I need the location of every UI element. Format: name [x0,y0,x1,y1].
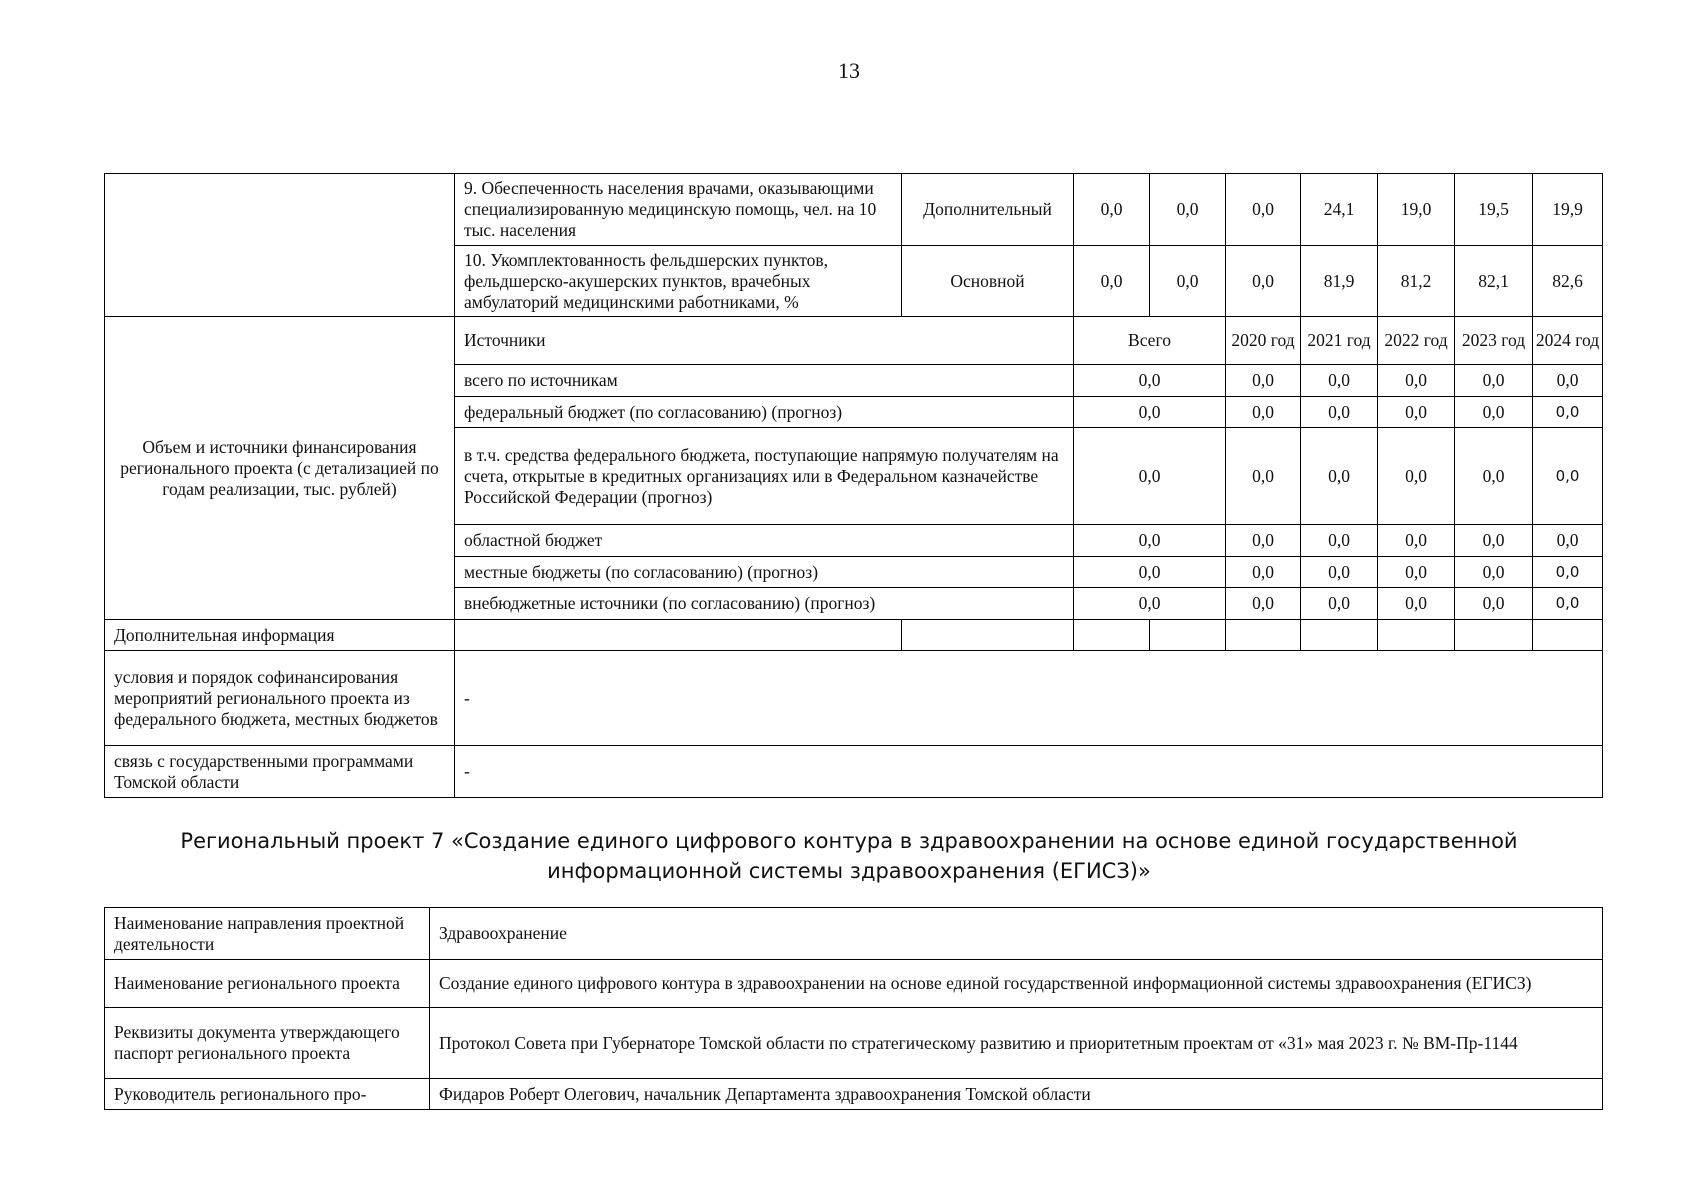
empty-label-cell [105,174,455,317]
financing-source: внебюджетные источники (по согласованию) (прогноз) [455,588,1074,620]
passport-value: Фидаров Роберт Олегович, начальник Департамента здравоохранения Томской области [430,1079,1603,1110]
financing-value: 0,0 [1301,365,1378,397]
indicator-value: 81,9 [1301,246,1378,317]
project-indicators-financing-table [104,173,1603,798]
financing-value: 0,0 [1455,397,1533,428]
year-header: 2023 год [1455,317,1533,365]
financing-total: 0,0 [1074,588,1226,620]
financing-value: 0,0 [1378,428,1455,525]
financing-value: 0,0 [1533,588,1603,620]
section-title-line: Региональный проект 7 «Создание единого цифрового контура в здравоохранении на основе единой государственной [180,829,1518,853]
indicator-value: 0,0 [1074,246,1150,317]
programs-value: - [455,746,1603,798]
financing-value: 0,0 [1533,428,1603,525]
indicator-name: 10. Укомплектованность фельдшерских пунктов, фельдшерско-акушерских пунктов, врачебных амбулаторий медицинскими работниками, % [455,246,902,317]
financing-total: 0,0 [1074,557,1226,588]
indicator-value: 0,0 [1150,174,1226,246]
indicator-value: 82,6 [1533,246,1603,317]
empty-cell [1226,620,1301,651]
financing-value: 0,0 [1301,428,1378,525]
financing-source: федеральный бюджет (по согласованию) (прогноз) [455,397,1074,428]
financing-total: 0,0 [1074,397,1226,428]
financing-value: 0,0 [1301,525,1378,557]
programs-label: связь с государственными программами Томской области [105,746,455,798]
passport-row [105,1008,1603,1079]
empty-cell [455,620,902,651]
indicator-value: 0,0 [1226,174,1301,246]
passport-label: Наименование регионального проекта [105,960,430,1008]
indicator-type: Основной [902,246,1074,317]
financing-value: 0,0 [1455,557,1533,588]
cofinancing-value: - [455,651,1603,746]
financing-value: 0,0 [1455,588,1533,620]
indicator-value: 24,1 [1301,174,1378,246]
financing-value: 0,0 [1301,397,1378,428]
indicator-value: 0,0 [1074,174,1150,246]
financing-total: 0,0 [1074,428,1226,525]
financing-value: 0,0 [1378,365,1455,397]
year-header: 2022 год [1378,317,1455,365]
financing-header-row [105,317,1603,365]
financing-source: всего по источникам [455,365,1074,397]
financing-source: местные бюджеты (по согласованию) (прогноз) [455,557,1074,588]
empty-cell [1150,620,1226,651]
financing-value: 0,0 [1455,365,1533,397]
indicator-value: 81,2 [1378,246,1455,317]
passport-label: Реквизиты документа утверждающего паспорт регионального проекта [105,1008,430,1079]
financing-label: Объем и источники финансирования регионального проекта (с детализацией по годам реализации, тыс. рублей) [105,317,455,620]
passport-value: Здравоохранение [430,908,1603,960]
indicator-row [105,174,1603,246]
section-title-line: информационной системы здравоохранения (ЕГИСЗ)» [547,859,1151,883]
programs-row [105,746,1603,798]
year-header: 2024 год [1533,317,1603,365]
indicator-value: 19,0 [1378,174,1455,246]
financing-value: 0,0 [1301,588,1378,620]
cofinancing-row [105,651,1603,746]
sources-header: Источники [455,317,1074,365]
financing-source: областной бюджет [455,525,1074,557]
indicator-type: Дополнительный [902,174,1074,246]
financing-value: 0,0 [1533,365,1603,397]
year-header: 2021 год [1301,317,1378,365]
financing-source: в т.ч. средства федерального бюджета, поступающие напрямую получателям на счета, открытые в кредитных организациях или в Федеральном казначействе Российской Федерации (прогноз) [455,428,1074,525]
empty-cell [1301,620,1378,651]
empty-cell [1533,620,1603,651]
page-number: 13 [838,58,860,83]
passport-row [105,908,1603,960]
indicator-value: 0,0 [1150,246,1226,317]
passport-label: Руководитель регионального про- [105,1079,430,1110]
cofinancing-label: условия и порядок софинансирования мероприятий регионального проекта из федерального бюджета, местных бюджетов [105,651,455,746]
section-title [0,826,1698,886]
project-passport-table [104,907,1603,1110]
indicator-value: 82,1 [1455,246,1533,317]
financing-value: 0,0 [1226,588,1301,620]
financing-value: 0,0 [1378,557,1455,588]
financing-value: 0,0 [1378,397,1455,428]
indicator-value: 19,5 [1455,174,1533,246]
empty-cell [902,620,1074,651]
financing-value: 0,0 [1226,397,1301,428]
empty-cell [1074,620,1150,651]
indicator-name: 9. Обеспеченность населения врачами, оказывающими специализированную медицинскую помощь, чел. на 10 тыс. населения [455,174,902,246]
financing-value: 0,0 [1226,525,1301,557]
indicator-value: 19,9 [1533,174,1603,246]
financing-value: 0,0 [1455,525,1533,557]
empty-cell [1378,620,1455,651]
financing-value: 0,0 [1301,557,1378,588]
financing-value: 0,0 [1455,428,1533,525]
indicator-value: 0,0 [1226,246,1301,317]
financing-value: 0,0 [1378,525,1455,557]
financing-value: 0,0 [1378,588,1455,620]
additional-info-label: Дополнительная информация [105,620,455,651]
financing-total: 0,0 [1074,365,1226,397]
financing-value: 0,0 [1226,365,1301,397]
total-header: Всего [1074,317,1226,365]
year-header: 2020 год [1226,317,1301,365]
additional-info-row [105,620,1603,651]
financing-value: 0,0 [1533,525,1603,557]
passport-value: Создание единого цифрового контура в здравоохранении на основе единой государственной информационной системы здравоохранения (ЕГИСЗ) [430,960,1603,1008]
financing-total: 0,0 [1074,525,1226,557]
passport-value: Протокол Совета при Губернаторе Томской области по стратегическому развитию и приоритетным проектам от «31» мая 2023 г. № ВМ-Пр-1144 [430,1008,1603,1079]
empty-cell [1455,620,1533,651]
passport-row [105,1079,1603,1110]
financing-value: 0,0 [1226,428,1301,525]
financing-value: 0,0 [1533,557,1603,588]
financing-value: 0,0 [1226,557,1301,588]
passport-row [105,960,1603,1008]
passport-label: Наименование направления проектной деятельности [105,908,430,960]
financing-value: 0,0 [1533,397,1603,428]
